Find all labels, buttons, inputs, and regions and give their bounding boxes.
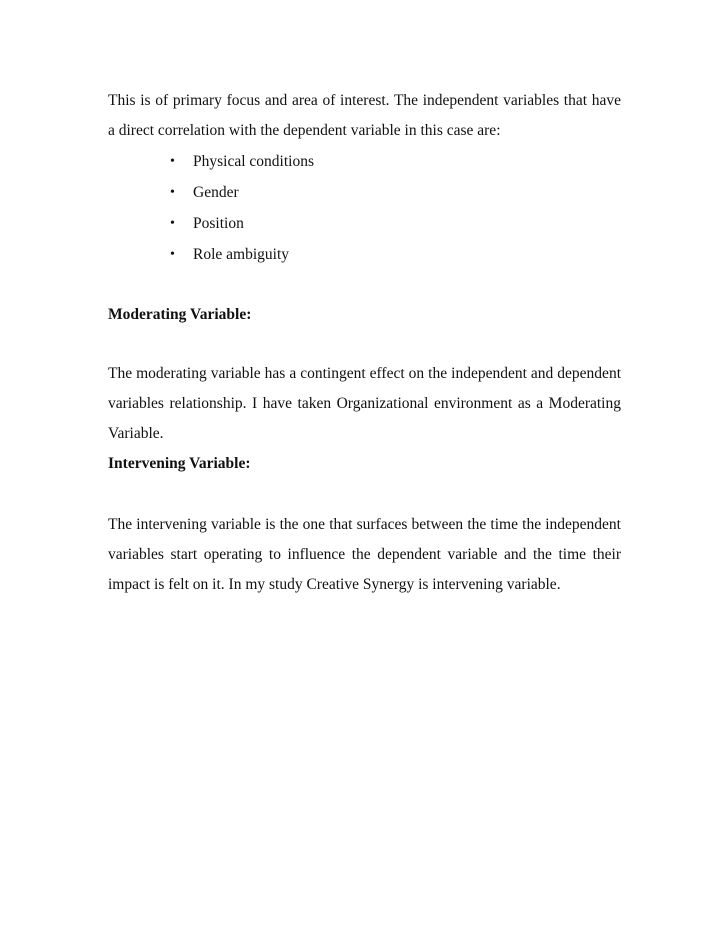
bullet-icon: • bbox=[170, 185, 175, 200]
spacer bbox=[108, 270, 621, 300]
moderating-variable-heading: Moderating Variable: bbox=[108, 306, 252, 323]
independent-variables-list bbox=[108, 146, 621, 270]
list-item bbox=[170, 177, 621, 208]
list-item bbox=[170, 146, 621, 177]
intervening-variable-paragraph: The intervening variable is the one that surfaces between the time the independent variables start operating to influence the dependent variable and the time their impact is felt on it. In my study Creative Synergy is intervening variable. bbox=[108, 516, 621, 593]
bullet-icon: • bbox=[170, 154, 175, 169]
bullet-icon: • bbox=[170, 247, 175, 262]
moderating-variable-paragraph: The moderating variable has a contingent effect on the independent and dependent variables relationship. I have taken Organizational environment as a Moderating Variable. bbox=[108, 365, 621, 442]
intervening-variable-heading: Intervening Variable: bbox=[108, 455, 251, 472]
list-item-label: Physical conditions bbox=[193, 153, 314, 170]
spacer bbox=[108, 479, 621, 510]
bullet-icon: • bbox=[170, 216, 175, 231]
intro-paragraph: This is of primary focus and area of interest. The independent variables that have a direct correlation with the dependent variable in this case are: bbox=[108, 92, 621, 139]
document-page bbox=[108, 86, 621, 600]
list-item bbox=[170, 239, 621, 270]
list-item-label: Gender bbox=[193, 184, 239, 201]
list-item-label: Role ambiguity bbox=[193, 246, 290, 263]
spacer bbox=[108, 330, 621, 359]
list-item-label: Position bbox=[193, 215, 244, 232]
list-item bbox=[170, 208, 621, 239]
